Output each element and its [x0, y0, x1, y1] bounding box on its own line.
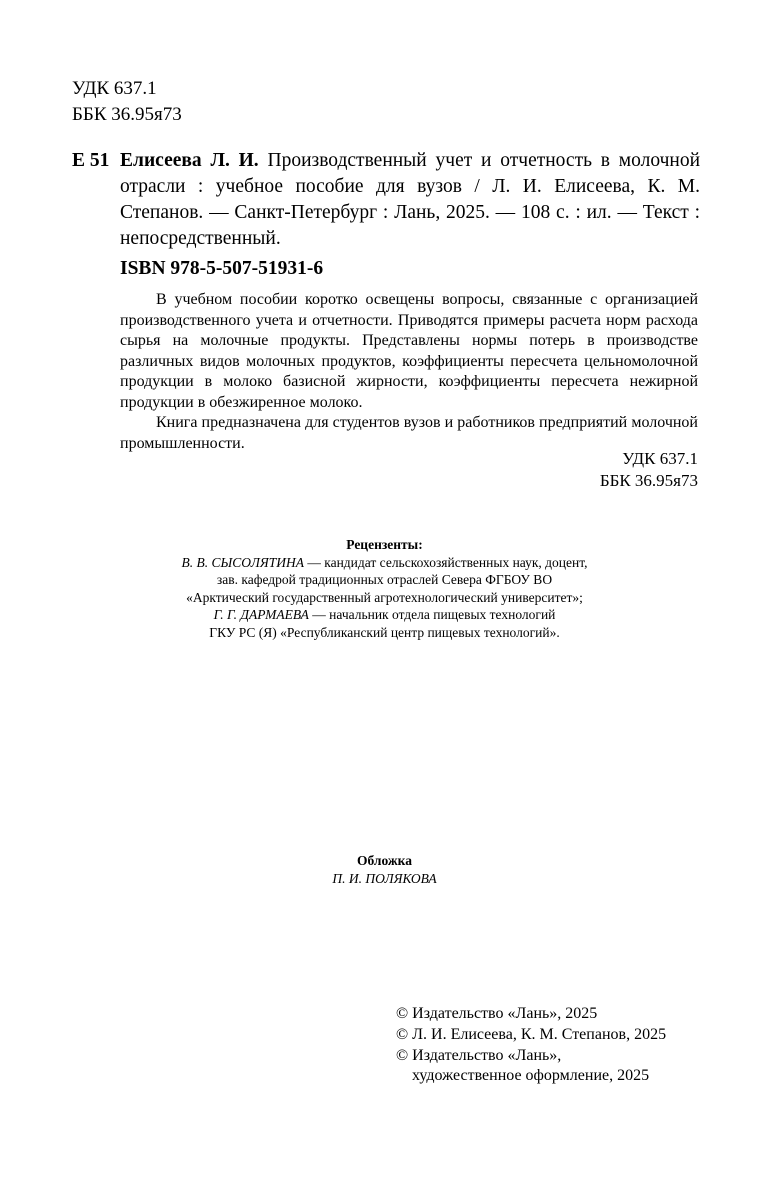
reviewer-1-name: В. В. СЫСОЛЯТИНА	[181, 554, 304, 570]
author-sign: Е 51	[72, 150, 110, 171]
bbk-code-right: ББК 36.95я73	[599, 471, 698, 490]
cover-designer: П. И. ПОЛЯКОВА	[332, 870, 437, 886]
udk-code-right: УДК 637.1	[622, 449, 698, 468]
reviewers-header: Рецензенты:	[346, 537, 423, 552]
reviewer-1	[0, 554, 769, 572]
reviewer-1-title: — кандидат сельскохозяйственных наук, доцент,	[303, 554, 588, 570]
copyright-block	[396, 1004, 666, 1087]
isbn: ISBN 978-5-507-51931-6	[120, 258, 324, 279]
description-text: Производственный учет и отчетность в молочной отрасли : учебное пособие для вузов / Л. И. Елисеева, К. М. Степанов. — Санкт-Петербург : Лань, 2025. — 108 с. : ил. — Текст : непосредственный.	[120, 150, 701, 249]
reviewer-1-position: зав. кафедрой традиционных отраслей Севера ФГБОУ ВО	[216, 572, 553, 587]
udk-code: УДК 637.1	[72, 78, 157, 99]
author-heading: Елисеева Л. И.	[120, 150, 259, 171]
cover-header: Обложка	[356, 853, 412, 868]
reviewer-2-name: Г. Г. ДАРМАЕВА	[213, 607, 309, 622]
reviewers-block	[0, 536, 769, 641]
cover-block	[0, 852, 769, 887]
bbk-code: ББК 36.95я73	[72, 104, 182, 125]
copyright-line: © Л. И. Елисеева, К. М. Степанов, 2025	[396, 1025, 667, 1043]
abstract-paragraph: В учебном пособии коротко освещены вопросы, связанные с организацией производственного учета и отчетности. Приводятся примеры расчета норм расхода сырья на молочные продукты. Представлены нормы потерь в производстве различных видов молочных продуктов, коэффициенты пересчета цельномолочной продукции в молоко базисной жирности, коэффициенты пересчета нежирной продукции в обезжиренное молоко.	[120, 291, 698, 411]
reviewer-2	[0, 606, 769, 624]
copyright-line: художественное оформление, 2025	[412, 1067, 650, 1085]
reviewer-2-organization: ГКУ РС (Я) «Республиканский центр пищевых технологий».	[209, 624, 560, 640]
copyright-line: © Издательство «Лань», 2025	[396, 1005, 598, 1022]
reviewer-1-university: «Арктический государственный агротехнологический университет»;	[186, 589, 583, 605]
bibliographic-description	[120, 148, 700, 252]
bibliographic-record	[72, 148, 700, 252]
abstract-paragraph: Книга предназначена для студентов вузов и работников предприятий молочной промышленности.	[120, 414, 698, 452]
abstract	[120, 290, 698, 454]
reviewer-2-title: — начальник отдела пищевых технологий	[308, 607, 556, 622]
copyright-line: © Издательство «Лань»,	[396, 1046, 562, 1064]
